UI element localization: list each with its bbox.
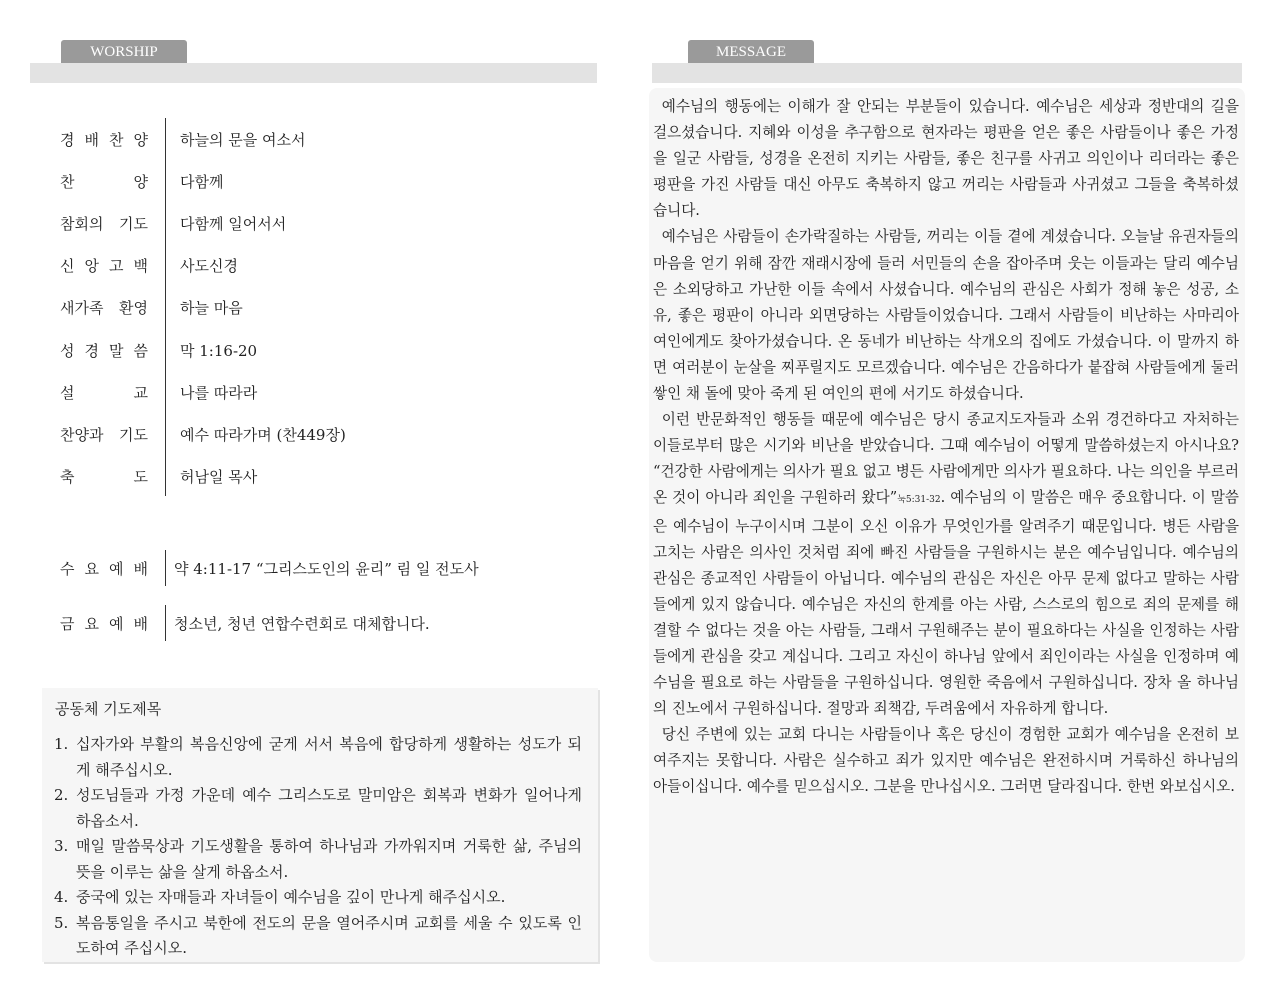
order-value: 다함께 bbox=[180, 172, 224, 191]
order-divider bbox=[165, 118, 166, 496]
order-label-part: 교 bbox=[133, 383, 148, 402]
order-label-part: 고 bbox=[109, 257, 124, 276]
order-label-part: 축 bbox=[60, 468, 75, 487]
order-row bbox=[60, 329, 258, 371]
order-row bbox=[60, 371, 258, 413]
prayer-number: 4. bbox=[54, 888, 69, 906]
service-label-part: 수 bbox=[60, 559, 75, 578]
order-value: 하늘 마음 bbox=[180, 299, 243, 318]
order-value: 막 1:16-20 bbox=[180, 341, 258, 360]
prayer-number: 2. bbox=[54, 786, 69, 804]
order-value: 하늘의 문을 여소서 bbox=[180, 130, 306, 149]
order-label-part: 양 bbox=[133, 172, 148, 191]
order-label-part: 양 bbox=[133, 130, 148, 149]
prayer-text: 성도님들과 가정 가운데 예수 그리스도로 말미암은 회복과 변화가 일어나게 하옵소서. bbox=[76, 786, 582, 830]
service-row bbox=[60, 605, 430, 641]
prayer-item bbox=[54, 783, 582, 834]
order-label-part: 씀 bbox=[133, 341, 148, 360]
service-label-part: 요 bbox=[84, 559, 99, 578]
scripture-reference: 눅5:31-32 bbox=[897, 495, 941, 506]
service-label bbox=[60, 558, 148, 579]
prayer-item bbox=[54, 885, 582, 911]
message-box bbox=[649, 88, 1245, 962]
order-row bbox=[60, 456, 258, 498]
order-label-part: 찬양과 bbox=[60, 425, 104, 444]
order-label-part: 환영 bbox=[119, 299, 148, 318]
prayer-number: 5. bbox=[54, 913, 69, 932]
message-paragraph: 예수님은 사람들이 손가락질하는 사람들, 꺼리는 이들 곁에 계셨습니다. 오늘날 유권자들의 마음을 얻기 위해 잠깐 재래시장에 들러 서민들의 손을 잡아주며 웃는 이들과는 달리 예수님은 소외당하고 가난한 이들 속에서 사셨습니다. 예수님의 관심은 사회가 정해 놓은 성공, 소유, 좋은 평판이 아니라 외면당하는 사람들이었습니다. 그래서 사람들이 비난하는 사마리아 여인에게도 찾아가셨습니다. 온 동네가 비난하는 삭개오의 집에도 가셨습니다. 이 말까지 하면 여러분이 눈살을 찌푸릴지도 모르겠습니다. 예수님은 간음하다가 붙잡혀 사람들에게 둘러 쌓인 채 돌에 맞아 죽게 된 여인의 편에 서기도 하셨습니다. bbox=[653, 228, 1239, 403]
order-label-part: 설 bbox=[60, 383, 75, 402]
order-label bbox=[60, 129, 148, 150]
order-label bbox=[60, 382, 148, 403]
prayer-title: 공동체 기도제목 bbox=[55, 700, 162, 718]
message-text-part: . 예수님의 이 말씀은 매우 중요합니다. 이 말씀은 예수님이 누구이시며 그분이 오신 이유가 무엇인가를 알려주기 때문입니다. 병든 사람을 고치는 사람은 의사인 것처럼 죄에 빠진 사람들을 구원하시는 분은 예수님입니다. 예수님의 관심은 종교적인 사람들이 아닙니다. 예수님의 관심은 자신은 아무 문제 없다고 말하는 사람들에게 있지 않습니다. 예수님은 자신의 한계를 아는 사람, 스스로의 힘으로 죄의 문제를 해결할 수 없다는 것을 아는 사람들, 그래서 구원해주는 분이 필요하다는 사실을 인정하는 사람들에게 관심을 갖고 계십니다. 그리고 자신이 하나님 앞에서 죄인이라는 사실을 인정하며 예수님을 필요로 하는 사람들을 구원하십니다. 영원한 죽음에서 구원하십니다. 장차 올 하나님의 진노에서 구원하십니다. 절망과 죄책감, 두려움에서 자유하게 합니다. bbox=[653, 489, 1239, 718]
order-label-part: 찬 bbox=[60, 172, 75, 191]
order-row bbox=[60, 413, 346, 455]
order-label bbox=[60, 340, 148, 361]
order-row bbox=[60, 287, 243, 329]
order-value: 사도신경 bbox=[180, 257, 238, 276]
prayer-item bbox=[54, 911, 582, 962]
service-row bbox=[60, 550, 479, 586]
order-label-part: 신 bbox=[60, 257, 75, 276]
order-row bbox=[60, 118, 306, 160]
friday-divider bbox=[165, 605, 166, 641]
message-text-part: 이런 반문화적인 행동들 때문에 예수님은 당시 종교지도자들과 소위 경건하다고 자처하는 이들로부터 많은 시기와 비난을 받았습니다. 그때 예수님이 어떻게 말씀하셨는지 아시나요? “건강한 사람에게는 의사가 필요 없고 병든 사람에게만 의사가 필요하다. 나는 의인을 부르러 온 것이 아니라 죄인을 구원하러 왔다” bbox=[653, 411, 1239, 507]
service-value: 청소년, 청년 연합수련회로 대체합니다. bbox=[174, 614, 430, 633]
order-label bbox=[60, 297, 148, 318]
order-value: 나를 따라라 bbox=[180, 383, 258, 402]
order-value: 다함께 일어서서 bbox=[180, 214, 287, 233]
order-label bbox=[60, 466, 148, 487]
prayer-item bbox=[54, 834, 582, 885]
order-label-part: 백 bbox=[133, 257, 148, 276]
order-label-part: 참회의 bbox=[60, 214, 104, 233]
order-label-part: 새가족 bbox=[60, 299, 104, 318]
order-label bbox=[60, 171, 148, 192]
prayer-text: 중국에 있는 자매들과 자녀들이 예수님을 깊이 만나게 해주십시오. bbox=[76, 888, 506, 906]
service-label-part: 요 bbox=[84, 614, 99, 633]
service-label bbox=[60, 613, 148, 634]
worship-header-bar bbox=[30, 63, 597, 83]
prayer-text: 복음통일을 주시고 북한에 전도의 문을 열어주시며 교회를 세울 수 있도록 인도하여 주십시오. bbox=[76, 913, 582, 957]
order-row bbox=[60, 202, 287, 244]
order-row bbox=[60, 160, 224, 202]
order-label-part: 앙 bbox=[84, 257, 99, 276]
service-label-part: 배 bbox=[133, 614, 148, 633]
order-value: 허남일 목사 bbox=[180, 468, 258, 487]
message-paragraph bbox=[653, 407, 1239, 722]
order-label-part: 기도 bbox=[119, 425, 148, 444]
prayer-text: 매일 말씀묵상과 기도생활을 통하여 하나님과 가까워지며 거룩한 삶, 주님의 뜻을 이루는 삶을 살게 하옵소서. bbox=[76, 837, 582, 881]
message-paragraph: 예수님의 행동에는 이해가 잘 안되는 부분들이 있습니다. 예수님은 세상과 정반대의 길을 걸으셨습니다. 지혜와 이성을 추구함으로 현자라는 평판을 얻은 좋은 사람들이나 좋은 가정을 일군 사람들, 성경을 온전히 지키는 사람들, 좋은 친구를 사귀고 의인이나 리더라는 좋은 평판을 가진 사람들 대신 아무도 축복하지 않고 꺼리는 사람들과 사귀셨고 그들을 축복하셨습니다. bbox=[653, 98, 1239, 220]
worship-tab: WORSHIP bbox=[61, 40, 187, 65]
prayer-number: 1. bbox=[54, 735, 69, 753]
wednesday-divider bbox=[165, 550, 166, 586]
order-label-part: 기도 bbox=[119, 214, 148, 233]
order-label bbox=[60, 424, 148, 445]
service-label-part: 예 bbox=[109, 559, 124, 578]
prayer-item bbox=[54, 732, 582, 783]
message-tab: MESSAGE bbox=[688, 40, 814, 65]
order-label bbox=[60, 213, 148, 234]
message-text bbox=[653, 94, 1239, 801]
prayer-requests-box bbox=[42, 688, 598, 962]
order-label-part: 말 bbox=[109, 341, 124, 360]
service-label-part: 금 bbox=[60, 614, 75, 633]
order-label-part: 성 bbox=[60, 341, 75, 360]
order-label bbox=[60, 255, 148, 276]
prayer-number: 3. bbox=[54, 837, 69, 855]
order-row bbox=[60, 245, 238, 287]
prayer-list bbox=[54, 732, 582, 962]
service-label-part: 배 bbox=[133, 559, 148, 578]
order-value: 예수 따라가며 (찬449장) bbox=[180, 425, 346, 444]
order-label-part: 도 bbox=[133, 468, 148, 487]
order-label-part: 배 bbox=[84, 130, 99, 149]
prayer-text: 십자가와 부활의 복음신앙에 굳게 서서 복음에 합당하게 생활하는 성도가 되게 해주십시오. bbox=[76, 735, 582, 779]
order-label-part: 경 bbox=[84, 341, 99, 360]
order-label-part: 찬 bbox=[109, 130, 124, 149]
message-header-bar bbox=[652, 63, 1242, 83]
service-value: 약 4:11-17 “그리스도인의 윤리” 림 일 전도사 bbox=[174, 559, 479, 578]
message-paragraph: 당신 주변에 있는 교회 다니는 사람들이나 혹은 당신이 경험한 교회가 예수님을 온전히 보여주지는 못합니다. 사람은 실수하고 죄가 있지만 예수님은 완전하시며 거룩하신 하나님의 아들이십니다. 예수를 믿으십시오. 그분을 만나십시오. 그러면 달라집니다. 한번 와보십시오. bbox=[653, 726, 1239, 796]
service-label-part: 예 bbox=[109, 614, 124, 633]
order-label-part: 경 bbox=[60, 130, 75, 149]
